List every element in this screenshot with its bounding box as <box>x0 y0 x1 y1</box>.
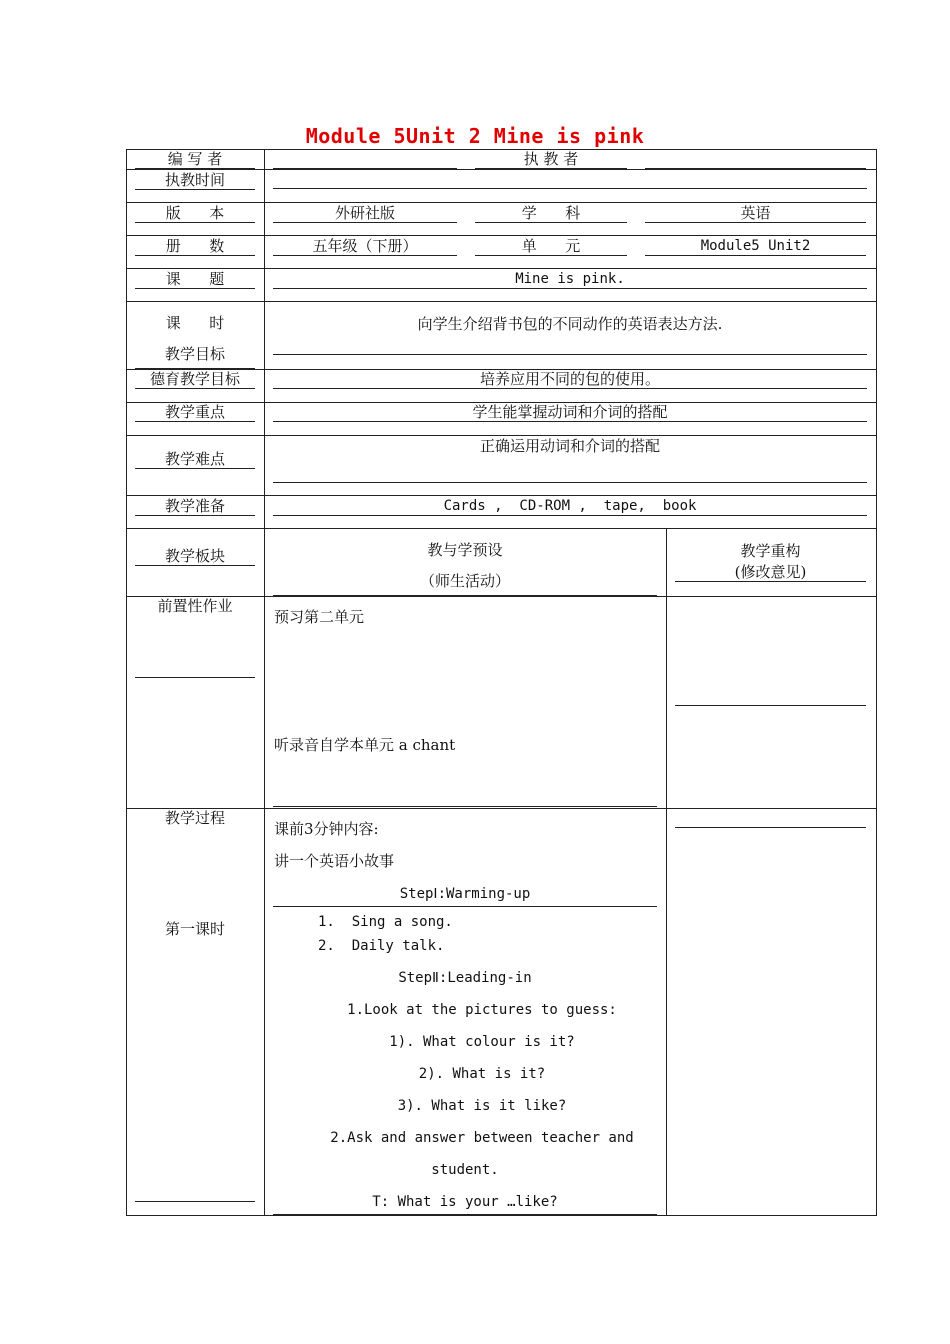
topic-value-underline <box>273 288 867 289</box>
unit-value: Module5 Unit2 <box>700 238 811 254</box>
preview-underline <box>273 806 657 807</box>
time-underline <box>135 189 255 190</box>
row-divider <box>126 528 877 529</box>
table-border-bottom <box>126 1215 877 1216</box>
question-3: 3). What is it like? <box>397 1098 567 1114</box>
difficulty-label-underline <box>135 468 255 469</box>
question-1: 1). What colour is it? <box>389 1034 575 1050</box>
block-header-underline <box>135 565 255 566</box>
rebuild-header-underline <box>675 581 866 582</box>
moral-value-underline <box>273 388 867 389</box>
teacher-label: 执 教 者 <box>523 150 579 168</box>
label-column-divider <box>264 149 265 1216</box>
process-label-underline <box>135 1201 255 1202</box>
subject-value: 英语 <box>740 204 771 222</box>
row-divider <box>126 202 877 203</box>
difficulty-value-underline <box>273 482 867 483</box>
goal-label-underline <box>135 368 255 369</box>
row-divider <box>126 268 877 269</box>
preview-line-1: 预习第二单元 <box>274 608 365 626</box>
step2-heading: StepⅡ:Leading-in <box>398 970 532 986</box>
unit-label-underline <box>475 255 627 256</box>
moral-label-underline <box>135 388 255 389</box>
process-rebuild-underline <box>675 827 866 828</box>
prep-value: Cards , CD-ROM , tape, book <box>443 498 697 514</box>
edition-value-underline <box>273 222 457 223</box>
key-label: 教学重点 <box>164 403 225 421</box>
volume-value: 五年级（下册） <box>312 237 418 255</box>
preset-column-header: 教与学预设 <box>427 541 503 559</box>
topic-value: Mine is pink. <box>515 271 625 287</box>
row-divider <box>126 235 877 236</box>
author-field <box>273 168 457 169</box>
period-label: 课 时 <box>165 314 225 332</box>
moral-label: 德育教学目标 <box>149 370 240 388</box>
difficulty-value: 正确运用动词和介词的搭配 <box>479 437 660 455</box>
topic-label: 课 题 <box>165 270 225 288</box>
difficulty-label: 教学难点 <box>164 450 225 468</box>
time-field <box>273 188 867 189</box>
volume-label: 册 数 <box>165 237 225 255</box>
edition-value: 外研社版 <box>334 204 395 222</box>
unit-label: 单 元 <box>521 237 581 255</box>
teacher-field <box>645 168 866 169</box>
pre-class-text: 课前3分钟内容: <box>274 820 379 838</box>
page-title: Module 5Unit 2 Mine is pink <box>305 124 645 148</box>
subject-value-underline <box>645 222 866 223</box>
step1-item-1: 1. Sing a song. <box>318 914 453 930</box>
ask-instruction-cont: student. <box>431 1162 499 1178</box>
author-label: 编 写 者 <box>167 150 223 168</box>
key-label-underline <box>135 421 255 422</box>
preview-rebuild-underline <box>675 705 866 706</box>
look-instruction: 1.Look at the pictures to guess: <box>347 1002 617 1018</box>
key-value: 学生能掌握动词和介词的搭配 <box>472 403 668 421</box>
preview-line-2: 听录音自学本单元 a chant <box>274 736 456 754</box>
row-divider <box>126 169 877 170</box>
volume-value-underline <box>273 255 457 256</box>
preset-header-underline <box>273 595 657 596</box>
subject-label-underline <box>475 222 627 223</box>
lesson-label: 第一课时 <box>164 920 225 938</box>
step1-item-2: 2. Daily talk. <box>318 938 445 954</box>
row-divider <box>126 301 877 302</box>
volume-label-underline <box>135 255 255 256</box>
edition-label-underline <box>135 222 255 223</box>
moral-value: 培养应用不同的包的使用。 <box>479 370 660 388</box>
prep-label-underline <box>135 515 255 516</box>
rebuild-column-subheader: (修改意见) <box>734 563 807 581</box>
key-value-underline <box>273 421 867 422</box>
preview-label-underline <box>135 677 255 678</box>
rebuild-column-header: 教学重构 <box>740 542 801 560</box>
question-2: 2). What is it? <box>418 1066 546 1082</box>
goal-label: 教学目标 <box>164 345 225 363</box>
row-divider <box>126 435 877 436</box>
preset-column-subheader: （师生活动） <box>419 572 510 590</box>
table-border-left <box>126 149 127 1216</box>
step1-heading: StepⅠ:Warming-up <box>399 886 531 902</box>
edition-label: 版 本 <box>165 204 225 222</box>
table-border-right <box>876 149 877 1216</box>
step1-underline <box>273 906 657 907</box>
author-underline <box>135 168 255 169</box>
topic-label-underline <box>135 288 255 289</box>
teacher-underline <box>475 168 627 169</box>
subject-label: 学 科 <box>521 204 581 222</box>
preview-label: 前置性作业 <box>157 597 233 615</box>
process-underline <box>273 1214 657 1215</box>
unit-value-underline <box>645 255 866 256</box>
time-label: 执教时间 <box>164 171 225 189</box>
goal-value-underline <box>273 354 867 355</box>
process-label: 教学过程 <box>164 809 225 827</box>
row-divider <box>126 495 877 496</box>
goal-value: 向学生介绍背书包的不同动作的英语表达方法. <box>417 315 723 333</box>
block-column-header: 教学板块 <box>164 547 225 565</box>
prep-label: 教学准备 <box>164 497 225 515</box>
prep-value-underline <box>273 515 867 516</box>
ask-instruction: 2.Ask and answer between teacher and <box>330 1130 634 1146</box>
dialog-line: T: What is your …like? <box>372 1194 558 1210</box>
story-text: 讲一个英语小故事 <box>274 852 395 870</box>
